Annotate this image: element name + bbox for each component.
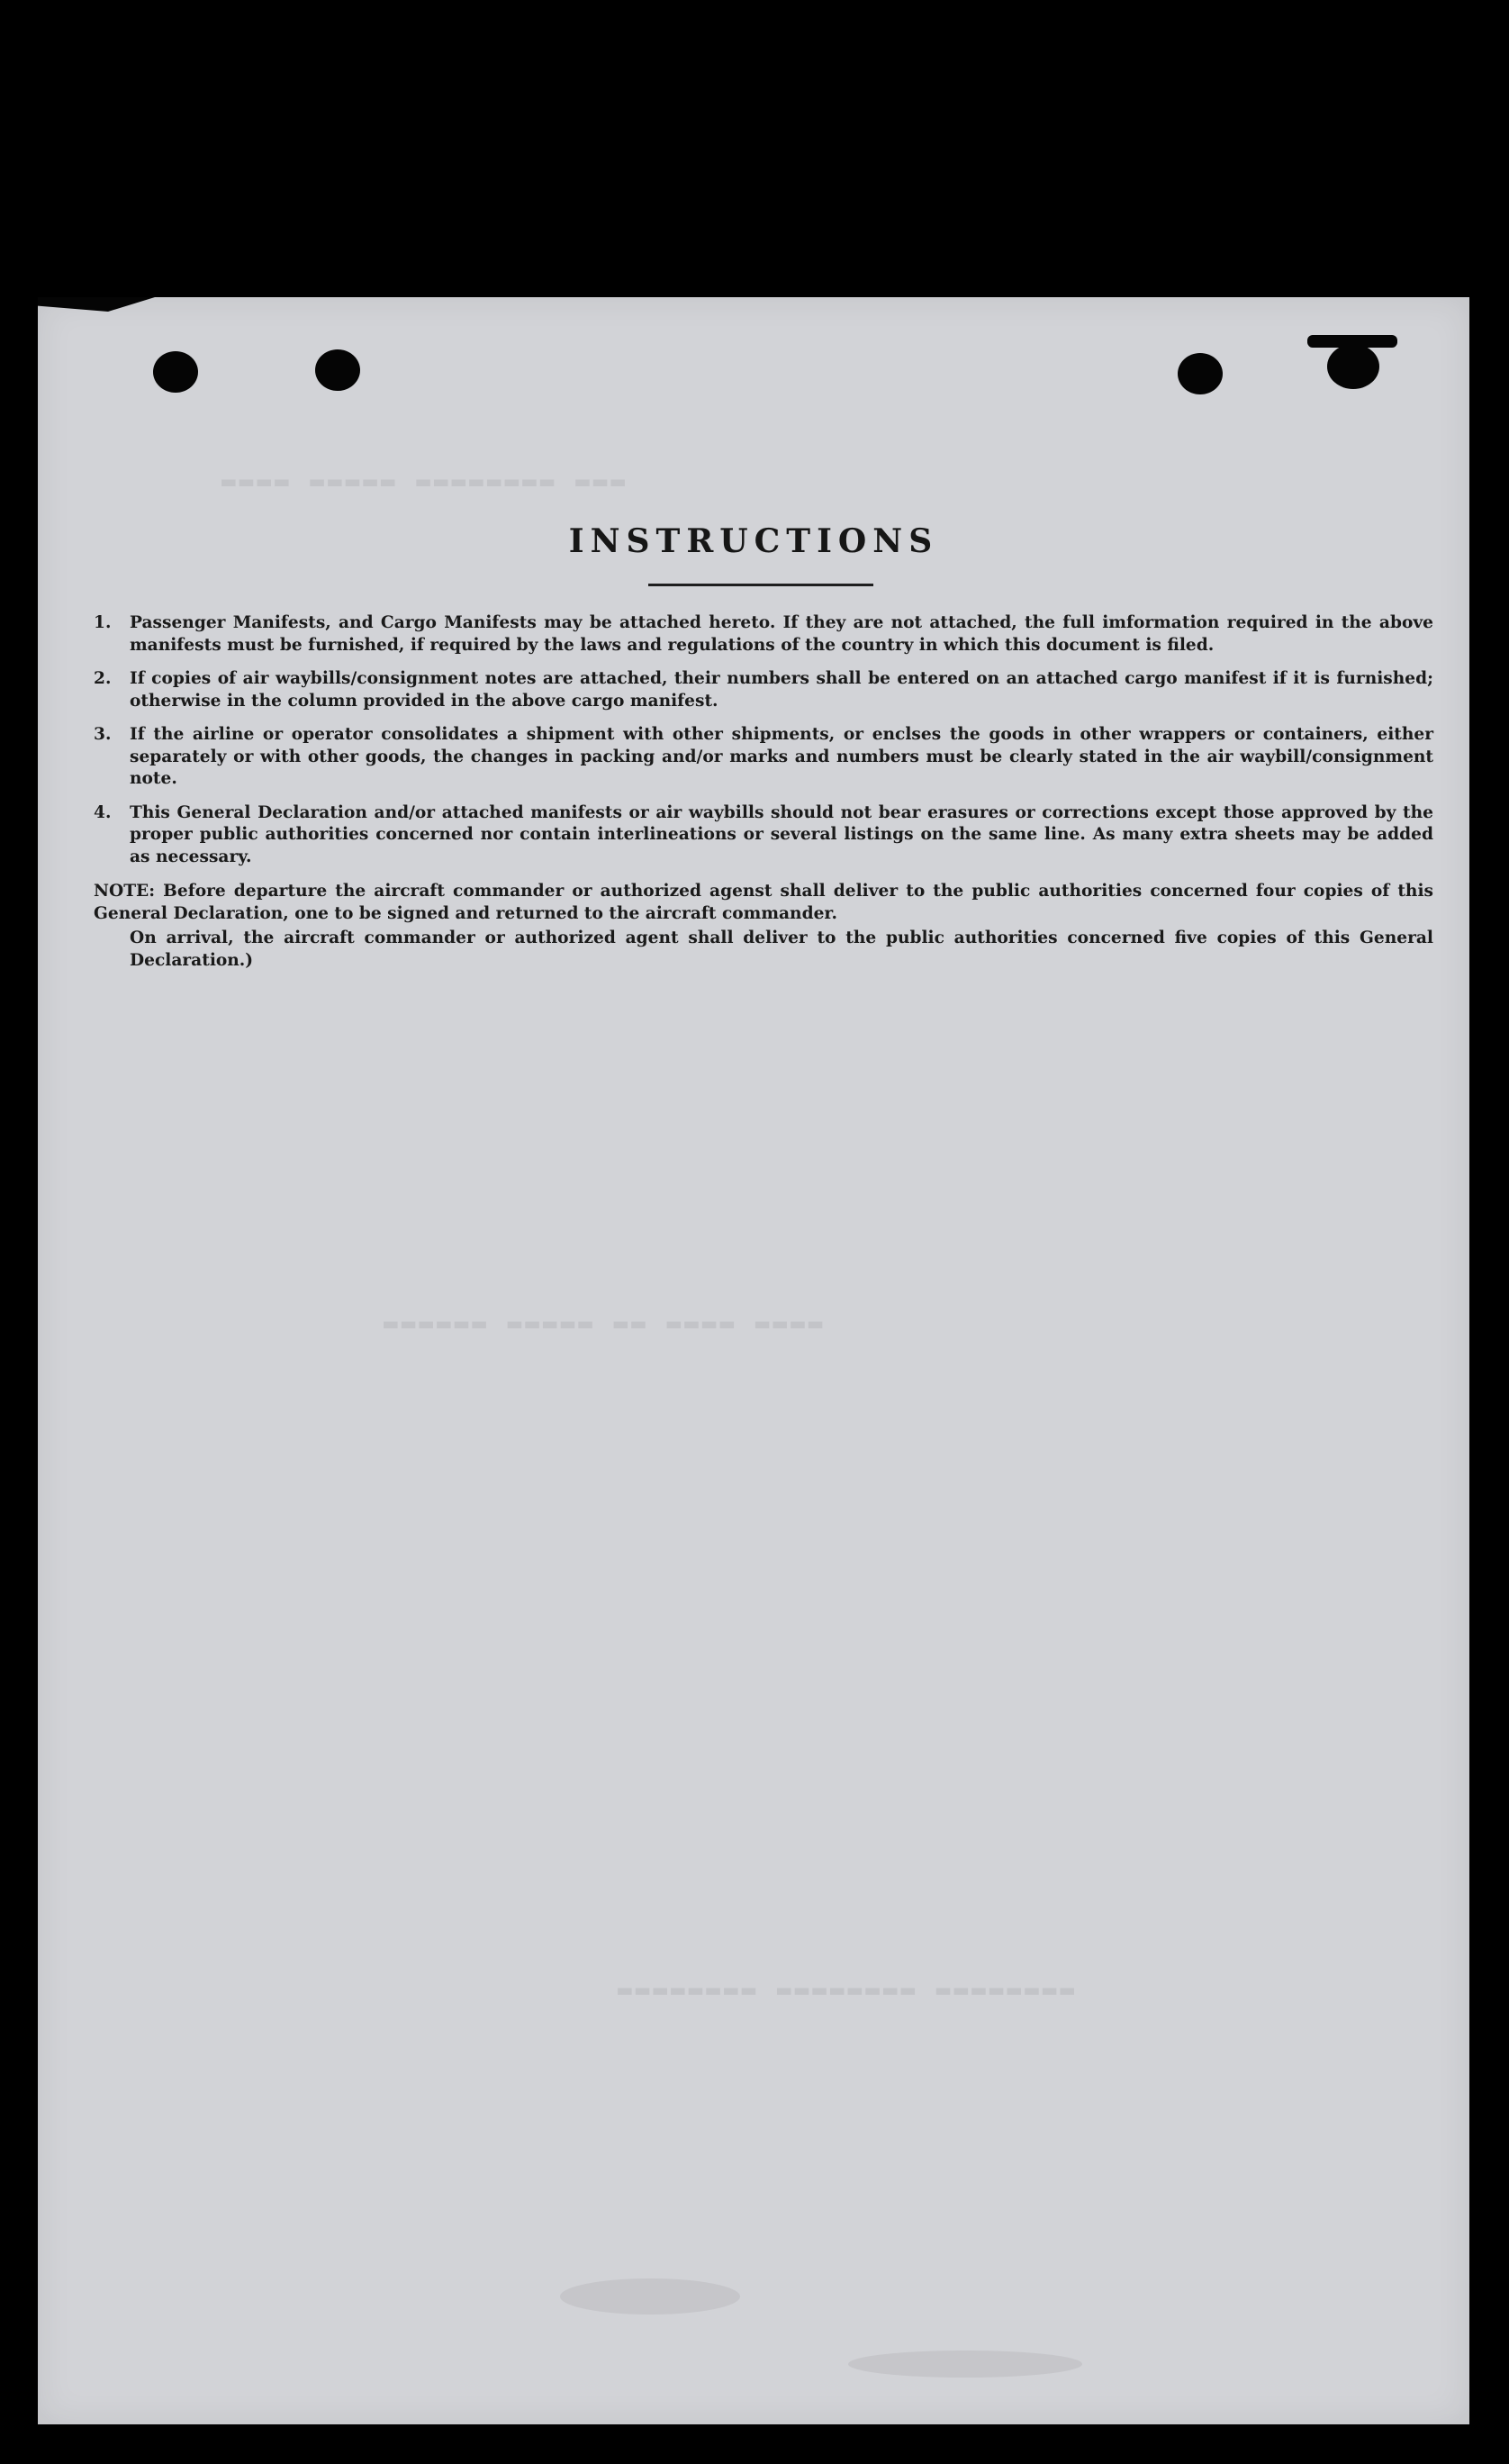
punch-hole-right-1	[1178, 353, 1223, 394]
instruction-text: This General Declaration and/or attached manifests or air waybills should not bear erasures or corrections except those approved by the proper public authorities concerned nor contain interlineations or several listings on the same line. As many extra sheets may be added as necessary.	[130, 802, 1433, 866]
instructions-list	[94, 612, 1433, 880]
instruction-item	[94, 668, 1433, 712]
torn-corner	[38, 297, 155, 312]
bleed-through-mark: ▬▬▬ ▬▬▬▬▬▬▬▬ ▬▬▬▬▬ ▬▬▬▬	[218, 468, 626, 495]
paper-smudge	[848, 2351, 1082, 2378]
note-arrival-text: On arrival, the aircraft commander or authorized agent shall deliver to the public authorities concerned five copies of this General Declaration.)	[130, 929, 1433, 970]
bleed-through-mark: ▬▬▬▬▬▬▬▬ ▬▬▬▬▬▬▬▬ ▬▬▬▬▬▬▬▬	[614, 1977, 1074, 2004]
instruction-text: Passenger Manifests, and Cargo Manifests may be attached hereto. If they are not attached, the full imformation required in the above manifests must be furnished, if required by the laws and regulations of the country in which this document is filed.	[130, 613, 1433, 655]
note-label: NOTE:	[94, 882, 156, 901]
instruction-number: 4.	[94, 802, 112, 822]
instruction-number: 1.	[94, 613, 112, 632]
title-underline	[648, 584, 873, 586]
page-title: INSTRUCTIONS	[568, 522, 939, 560]
punch-hole-left-2	[315, 349, 360, 391]
instruction-text: If the airline or operator consolidates a shipment with other shipments, or enclses the goods in other wrappers or containers, either separately or with other goods, the changes in packing and/or marks and numbers must be clearly stated in the air waybill/consignment note.	[130, 725, 1433, 788]
instruction-text: If copies of air waybills/consignment notes are attached, their numbers shall be entered on an attached cargo manifest if it is furnished; otherwise in the column provided in the above cargo manifest.	[130, 669, 1433, 711]
note-section	[94, 881, 1433, 972]
bleed-through-mark: ▬▬▬▬ ▬▬▬▬ ▬▬ ▬▬▬▬▬ ▬▬▬▬▬▬	[380, 1310, 823, 1337]
instruction-item	[94, 724, 1433, 791]
torn-mark-right	[1307, 335, 1397, 348]
instruction-number: 2.	[94, 669, 112, 688]
instruction-item	[94, 612, 1433, 657]
note-text: Before departure the aircraft commander or authorized agenst shall deliver to the public authorities concerned four copies of this General Declaration, one to be signed and returned to the aircraft commander.	[94, 882, 1433, 923]
document-page	[38, 297, 1469, 2424]
instruction-item	[94, 802, 1433, 869]
punch-hole-left-1	[153, 351, 198, 393]
instruction-number: 3.	[94, 725, 112, 744]
punch-hole-right-2	[1327, 344, 1379, 389]
paper-smudge	[560, 2278, 740, 2315]
